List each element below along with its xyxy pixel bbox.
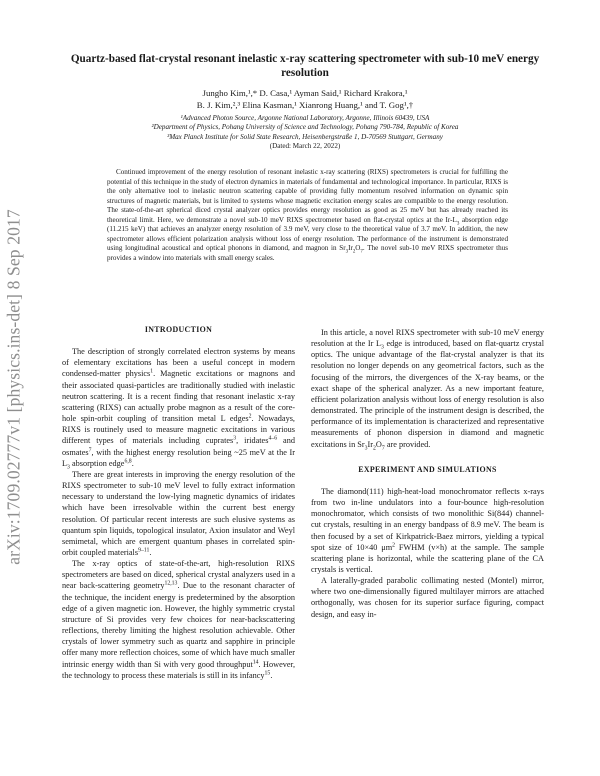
intro-paragraph-4: In this article, a novel RIXS spectrometer with sub-10 meV energy resolution at the Ir $L_3$ edge is introduced, based on flat-quartz crystal optics. The unique advantage of the flat-crystal analyzer is that its resolution no longer depends on any geometrical factors, such as the focusing of the mirrors, the divergences of the X-ray beams, or the exact shape of the spherical analyzer. As a new important feature, efficient polarization analysis without loss of energy resolution is also demonstrated. The principle of the instrument design is described, the performance of its implementation is characterized and representative measurements of phonon dispersion in diamond and magnetic excitations in $Sr_3Ir_2O_7$ are provided. xyxy=(311,328,544,452)
intro-paragraph-1: The description of strongly correlated electron systems by means of elementary excitations has been a useful concept in modern condensed-matter physics$^1$. Magnetic excitations or magnons and their associated quasi-particles are traditionally studied with inelastic neutron scattering. It is a recent finding that resonant inelastic x-ray scattering (RIXS) can actually probe magnon as a result of the core-hole spin-orbit coupling of transition metal L edges$^2$. Nowadays, RIXS is routinely used to measure magnetic excitations in various different types of materials including cuprates$^3$, iridates$^{4-6}$ and osmates$^7$, with the highest energy resolution being ~25 meV at the Ir $L_3$ absorption edge$^{6,8}$. xyxy=(62,347,296,471)
paper-title: Quartz-based flat-crystal resonant inelastic x-ray scattering spectrometer with sub-10 meV energy resolution xyxy=(70,53,540,79)
author-list xyxy=(70,88,540,111)
experiment-paragraph-1: The diamond(111) high-heat-load monochromator reflects x-rays from two in-line undulators into a four-bounce high-resolution monochromator, which consists of two monolithic Si(844) channel-cut crystals, resulting in an energy bandpass of 8.9 meV. The beam is then focused by a set of Kirkpatrick-Baez mirrors, yielding a typical spot size of 10×40 $\mu m^2$ FWHM (v×h) at the sample. The sample scattering plane is horizontal, while the scattering plane of the CA crystals is vertical. xyxy=(311,486,544,574)
affiliations xyxy=(55,114,555,152)
arxiv-identifier: arXiv:1709.02777v1 [physics.ins-det] 8 Sep 2017 xyxy=(3,209,24,565)
left-column xyxy=(62,315,295,681)
affiliation-2: ²Department of Physics, Pohang University of Science and Technology, Pohang 790-784, Republic of Korea xyxy=(151,123,459,132)
affiliation-1: ¹Advanced Photon Source, Argonne National Laboratory, Argonne, Illinois 60439, USA xyxy=(180,114,430,122)
experiment-paragraph-2: A laterally-graded parabolic collimating nested (Montel) mirror, where two one-dimensionally figured multilayer mirrors are attached orthogonally, was chosen for its superior surface figuring, compact design, and easy in- xyxy=(311,576,544,619)
intro-paragraph-2: There are great interests in improving the energy resolution of the RIXS spectrometer to sub-10 meV level to fully extract information necessary to understand the low-lying magnetic dynamics of iridates which have been irresolvable within the current best energy resolution. Of particular recent interests are such elusive systems as quantum spin liquids, topological insulator, Axion insulator and Weyl semimetal, which are emergent quantum phases in correlated spin-orbit coupled materials$^{9-11}$. xyxy=(62,469,295,557)
arxiv-stamp xyxy=(0,190,31,585)
affiliation-3: ³Max Planck Institute for Solid State Research, Heisenbergstraße 1, D-70569 Stuttgart, Germany xyxy=(167,132,443,141)
intro-paragraph-3: The x-ray optics of state-of-the-art, high-resolution RIXS spectrometers are based on diced, spherical crystal analyzers used in a near back-scattering geometry$^{12,13}$. Due to the resonant character of the technique, the incident energy is predetermined by the absorption edge of a given magnetic ion. However, the highly symmetric crystal structure of Si provides very few choices for near-backscattering reflections, thereby limiting the highest resolution achievable. Other crystals of lower symmetry such as quartz and sapphire in principle offer many more reflection choices, some of which have much smaller intrinsic energy width than Si with very good throughput$^{14}$. However, the technology to process these materials is still in its infancy$^{15}$. xyxy=(62,559,296,680)
author-line-2: B. J. Kim,²,³ Elina Kasman,¹ Xianrong Huang,¹ and T. Gog¹,† xyxy=(196,99,414,110)
author-line-1: Jungho Kim,¹,* D. Casa,¹ Ayman Said,¹ Richard Krakora,¹ xyxy=(202,88,408,98)
section-heading-experiment: EXPERIMENT AND SIMULATIONS xyxy=(358,464,497,474)
abstract: Continued improvement of the energy resolution of resonant inelastic x-ray scattering (RIXS) spectrometers is crucial for fulfilling the potential of this technique in the study of electron dynamics in materials of fundamental and technological importance. In particular, RIXS is the only alternative tool to inelastic neutron scattering capable of providing fully momentum resolved information on dynamic spin structures of magnetic materials, but is limited to systems whose magnetic excitation energy scales are compatible to the energy resolution. The state-of-the-art spherical diced crystal analyzer optics provides energy resolution as good as 25 meV but has already reached its theoretical limit. Here, we demonstrate a novel sub-10 meV RIXS spectrometer based on flat-crystal optics at the $Ir-L_3$ absorption edge (11.215 keV) that achieves an analyzer energy resolution of 3.9 meV, very close to the theoretical value of 3.7 meV. In addition, the new spectrometer allows efficient polarization analysis without loss of energy resolution. The performance of the instrument is demonstrated using longitudinal acoustical and optical phonons in diamond, and magnon in $Sr_3Ir_2O_7$. The novel sub-10 meV RIXS spectrometer thus provides a window into materials with small energy scales. xyxy=(107,168,508,262)
section-heading-introduction: INTRODUCTION xyxy=(144,325,213,334)
right-column xyxy=(311,327,544,620)
date-line: (Dated: March 22, 2022) xyxy=(269,142,341,151)
